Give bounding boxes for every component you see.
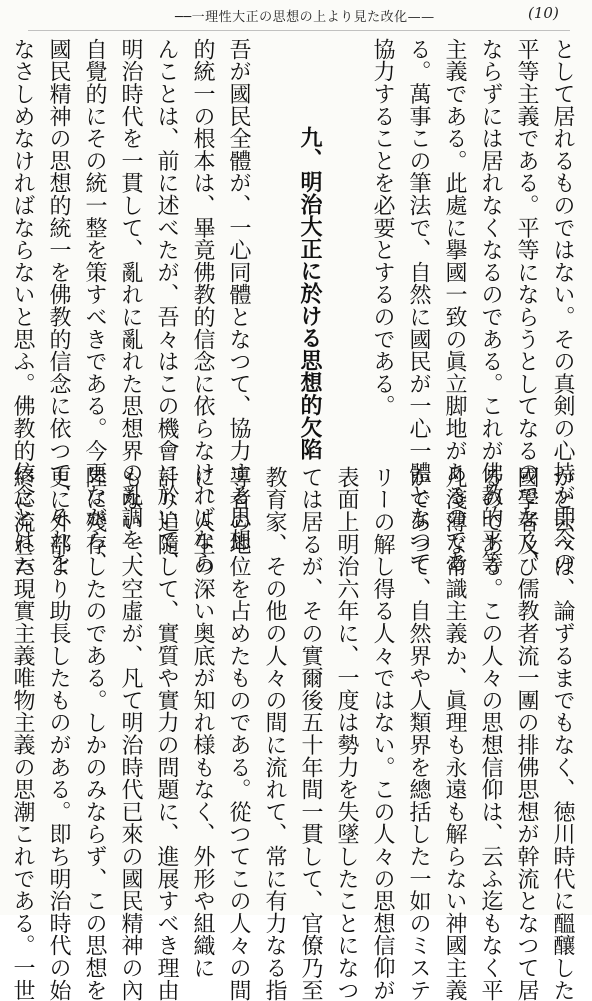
text-column: 的統一の根本は、畢竟佛教的信念に依らなければなら xyxy=(190,38,215,574)
text-column: なさしめなければならないと思ふ。佛教的信念とは云 xyxy=(10,38,35,574)
text-column: んことは、前に述べたが、吾々はこの機會に於いて、 xyxy=(154,38,179,574)
text-column: 自覺的にその統一整を策すべきである。今更ながら、 xyxy=(82,38,107,574)
blank-column xyxy=(328,38,364,448)
text-column: るのである。この人々の思想信仰は、云ふ迄もなく平 xyxy=(478,466,503,1001)
text-column: もない一大空虛が、凡て明治時代已來の國民精神の內 xyxy=(118,466,143,1001)
text-column: に、人生の深い奥底が知れ様もなく、外形や組織に xyxy=(190,466,215,979)
text-column: 國學者及び儒教者流一團の排佛思想が幹流となつて居 xyxy=(514,466,539,1001)
text-column: 協力することを必要とするのである。 xyxy=(370,38,395,418)
text-column: 主義である。此處に擧國一致の眞立脚地があるのであ xyxy=(442,38,467,574)
text-column: 平等主義である。平等にならうとしてなるのでなく、 xyxy=(514,38,539,574)
text-column: かと云へば、論ずるまでもなく、徳川時代に醞釀した xyxy=(550,466,575,1001)
running-head: ──一理性大正の思想の上より見た改化—— xyxy=(175,10,435,25)
page-number: (10) xyxy=(528,4,559,22)
text-column: 吾が國民全體が、一心同體となつて、協力する思想 xyxy=(226,38,251,551)
text-column: 終に流れた現實主義唯物主義の思潮これである。一世 xyxy=(10,466,35,1001)
text-column: として居れるものではない。その真剣の心持が即今の xyxy=(550,38,575,574)
text-column: 陸に殘存したのである。しかのみならず、この思想を xyxy=(82,466,107,1001)
text-column xyxy=(0,38,4,448)
section-heading: 九、明治大正に於ける思想的欠陷 xyxy=(297,126,323,461)
text-column: ては居るが、その實爾後五十年間一貫して、官僚乃至 xyxy=(298,466,323,1001)
text-column: 教育家、その他の人々の間に流れて、常に有力なる指 xyxy=(262,466,287,1001)
text-column: る。萬事この筆法で、自然に國民が一心一體となつて xyxy=(406,38,431,574)
blank-column xyxy=(256,38,292,448)
text-column: 明治時代を一貫して、亂れに亂れた思想界の亂調を、 xyxy=(118,38,143,574)
lower-text-band xyxy=(10,466,580,1001)
text-column: 導者の地位を占めたものである。從つてこの人々の間 xyxy=(226,466,251,1001)
text-column: 表面上明治六年に、一度は勢力を失墜したことになつ xyxy=(334,466,359,1001)
upper-text-band xyxy=(10,38,580,574)
header-rule xyxy=(28,30,570,31)
text-column: 凡淺薄な常識主義か、眞理も永遠も解らない神國主義 xyxy=(442,466,467,1001)
text-column: 更に外部より助長したものがある。即ち明治時代の始 xyxy=(46,466,71,1001)
text-column: 計り追隨して、實質や實力の問題に、進展すべき理由 xyxy=(154,466,179,1001)
text-column: かであつて、自然界や人類界を總括した一如のミステ xyxy=(406,466,431,1001)
text-column: 國民精神の思想的統一を佛教的信念に依つて、それを xyxy=(46,38,71,574)
text-column: リーの解し得る人々ではない。この人々の思想信仰が xyxy=(370,466,395,1001)
text-column: ならずには居れなくなるのである。これが佛教的平等 xyxy=(478,38,503,574)
text-column xyxy=(0,466,4,906)
